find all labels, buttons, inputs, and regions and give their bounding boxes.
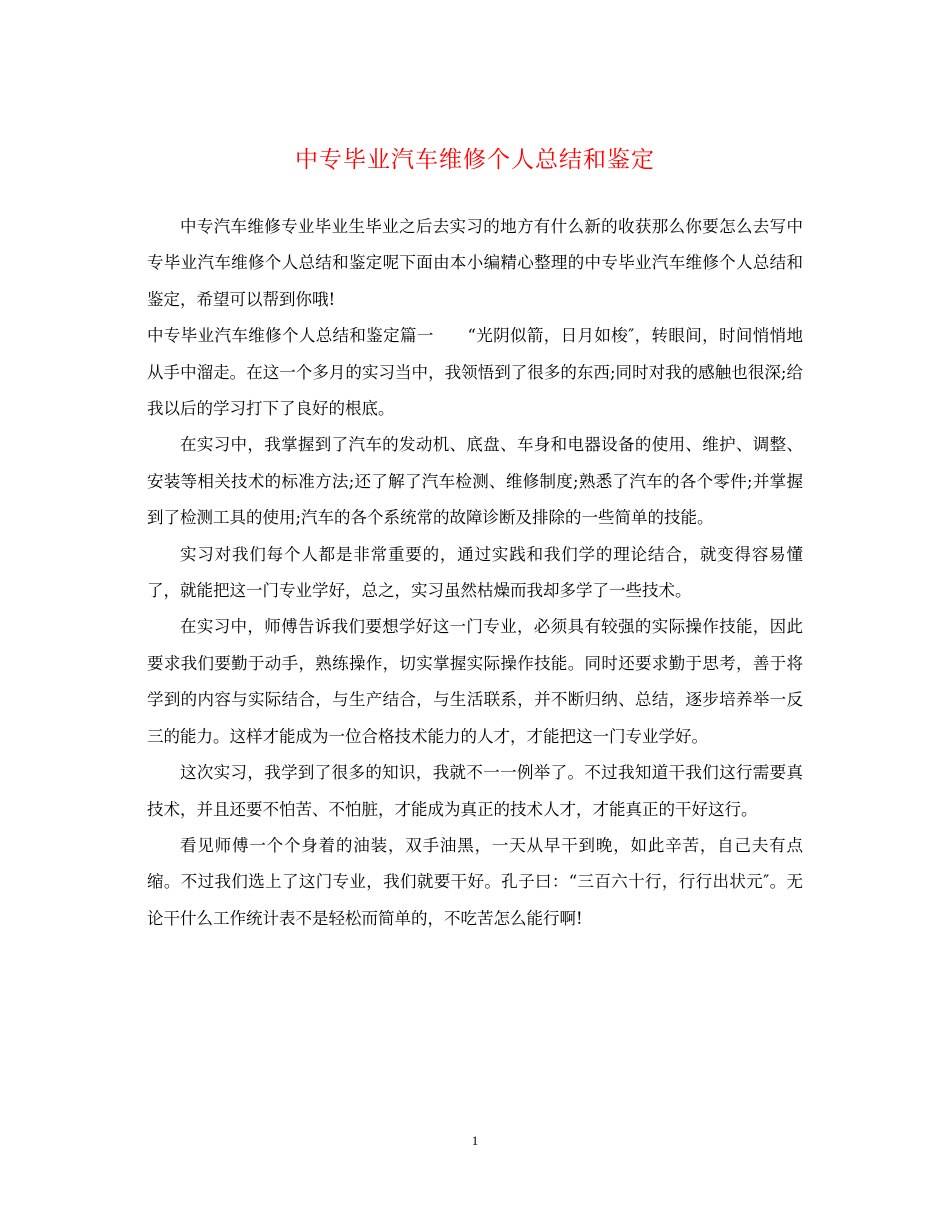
paragraph-skills: 在实习中，我掌握到了汽车的发动机、底盘、车身和电器设备的使用、维护、调整、安装等相关技术的标准方法;还了解了汽车检测、维修制度;熟悉了汽车的各个零件;并掌握到了检测工具的使用;汽车的各个系统常的故障诊断及排除的一些简单的技能。 — [147, 435, 803, 528]
paragraph-part-one: 中专毕业汽车维修个人总结和鉴定篇一 “光阴似箭，日月如梭″，转眼间，时间悄悄地从手中溜走。在这一个多月的实习当中，我领悟到了很多的东西;同时对我的感触也很深;给我以后的学习打下了良好的根底。 — [147, 326, 803, 419]
paragraph-intro: 中专汽车维修专业毕业生毕业之后去实习的地方有什么新的收获那么你要怎么去写中专毕业汽车维修个人总结和鉴定呢下面由本小编精心整理的中专毕业汽车维修个人总结和鉴定，希望可以帮到你哦! — [147, 217, 803, 309]
document-body — [147, 209, 803, 937]
paragraph-importance: 实习对我们每个人都是非常重要的，通过实践和我们学的理论结合，就变得容易懂了，就能把这一门专业学好，总之，实习虽然枯燥而我却多学了一些技术。 — [147, 544, 803, 601]
page-number: 1 — [471, 1133, 479, 1148]
paragraph-mentor-advice: 在实习中，师傅告诉我们要想学好这一门专业，必须具有较强的实际操作技能，因此要求我们要勤于动手，熟练操作，切实掌握实际操作技能。同时还要求勤于思考，善于将学到的内容与实际结合，与生产结合，与生活联系，并不断归纳、总结，逐步培养举一反三的能力。这样才能成为一位合格技术能力的人才，才能把这一门专业学好。 — [147, 617, 803, 746]
document-title: 中专毕业汽车维修个人总结和鉴定 — [295, 147, 655, 173]
paragraph-knowledge: 这次实习，我学到了很多的知识，我就不一一例举了。不过我知道干我们这行需要真技术，并且还要不怕苦、不怕脏，才能成为真正的技术人才，才能真正的干好这行。 — [147, 763, 803, 819]
paragraph-hard-work: 看见师傅一个个身着的油装，双手油黑，一天从早干到晚，如此辛苦，自己夫有点缩。不过我们选上了这门专业，我们就要干好。孔子曰：“三百六十行，行行出状元″。无论干什么工作统计表不是轻松而简单的，不吃苦怎么能行啊! — [147, 835, 803, 928]
